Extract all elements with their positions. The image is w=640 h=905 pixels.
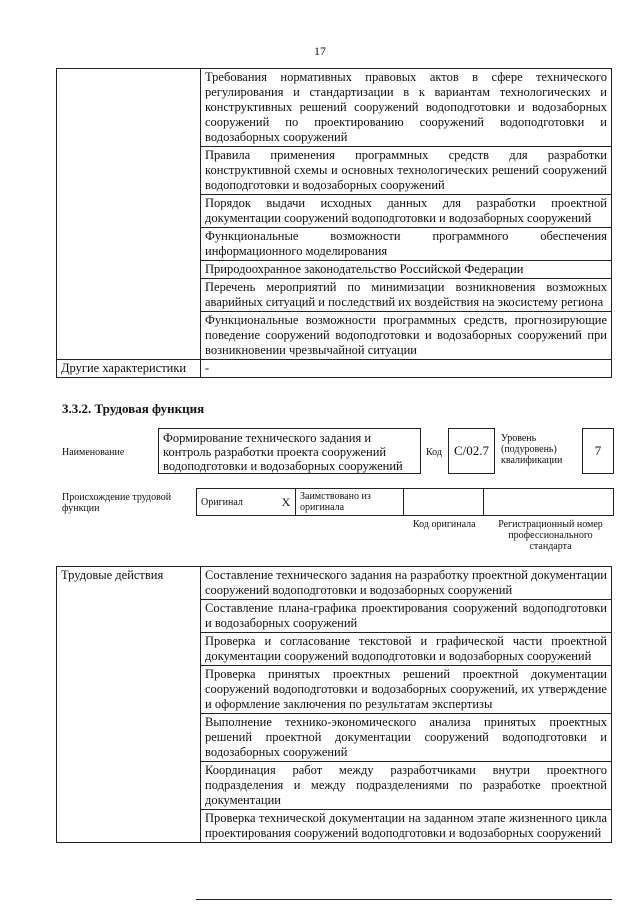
original-code-caption: Код оригинала bbox=[413, 519, 476, 530]
table-row bbox=[57, 360, 612, 378]
knowledge-item: Правила применения программных средств для разработки конструктивной схемы и основных технологических решений сооружений водоподготовки и водозаборных сооружений bbox=[201, 147, 612, 195]
function-code: C/02.7 bbox=[448, 428, 495, 474]
original-label: Оригинал bbox=[197, 489, 278, 516]
labor-actions-table bbox=[56, 566, 612, 843]
labor-action-item: Проверка и согласование текстовой и графической части проектной документации сооружений водоподготовки и водозаборных сооружений bbox=[201, 633, 612, 666]
requirements-table bbox=[56, 68, 612, 378]
name-label: Наименование bbox=[62, 447, 125, 458]
section-title: 3.3.2. Трудовая функция bbox=[62, 401, 205, 416]
knowledge-item: Функциональные возможности программных средств, прогнозирующие поведение сооружений водоподготовки и водозаборных сооружений при возникновении чрезвычайной ситуации bbox=[201, 312, 612, 360]
code-label: Код bbox=[426, 447, 442, 458]
table-continuation-line bbox=[196, 899, 612, 900]
origin-table bbox=[196, 488, 614, 516]
page-number: 17 bbox=[314, 44, 326, 58]
function-name: Формирование технического задания и контроль разработки проекта сооружений водоподготовки и водозаборных сооружений bbox=[158, 428, 421, 474]
knowledge-item: Перечень мероприятий по минимизации возникновения возможных аварийных ситуаций и последствий их воздействия на экосистему региона bbox=[201, 279, 612, 312]
labor-actions-label: Трудовые действия bbox=[57, 567, 201, 843]
table-row bbox=[57, 69, 612, 147]
table-row bbox=[57, 567, 612, 600]
other-characteristics-value: - bbox=[201, 360, 612, 378]
labor-action-item: Проверка технической документации на заданном этапе жизненного цикла проектирования сооружений водоподготовки и водозаборных сооружений bbox=[201, 810, 612, 843]
qualification-level: 7 bbox=[582, 428, 614, 474]
level-label: Уровень (подуровень) квалификации bbox=[501, 433, 563, 466]
table-row bbox=[197, 489, 614, 516]
labor-action-item: Составление технического задания на разработку проектной документации сооружений водоподготовки и водозаборных сооружений bbox=[201, 567, 612, 600]
other-characteristics-label: Другие характеристики bbox=[57, 360, 201, 378]
labor-action-item: Проверка принятых проектных решений проектной документации сооружений водоподготовки и водозаборных сооружений, их утверждение и оформление заключения по результатам экспертизы bbox=[201, 666, 612, 714]
knowledge-item: Порядок выдачи исходных данных для разработки проектной документации сооружений водоподготовки и водозаборных сооружений bbox=[201, 195, 612, 228]
borrowed-label: Заимствовано из оригинала bbox=[296, 489, 404, 516]
knowledge-item: Требования нормативных правовых актов в сфере технического регулирования и стандартизации в к вариантам технологических и конструктивных решений сооружений водоподготовки и водозаборных сооружений по проектированию сооружений водоподготовки и водозаборных сооружений bbox=[201, 69, 612, 147]
labor-action-item: Выполнение технико-экономического анализа принятых проектных решений проектной документации сооружений водоподготовки и водозаборных сооружений bbox=[201, 714, 612, 762]
row-label-empty bbox=[57, 69, 201, 360]
labor-action-item: Координация работ между разработчиками внутри проектного подразделения и между подразделениями по разработке проектной документации bbox=[201, 762, 612, 810]
registration-number-caption: Регистрационный номер профессионального стандарта bbox=[498, 519, 603, 552]
knowledge-item: Природоохранное законодательство Российской Федерации bbox=[201, 261, 612, 279]
origin-label: Происхождение трудовой функции bbox=[62, 492, 172, 514]
original-code-cell bbox=[404, 489, 484, 516]
original-mark: X bbox=[277, 489, 296, 516]
registration-number-cell bbox=[484, 489, 614, 516]
knowledge-item: Функциональные возможности программного обеспечения информационного моделирования bbox=[201, 228, 612, 261]
labor-action-item: Составление плана-графика проектирования сооружений водоподготовки и водозаборных сооружений bbox=[201, 600, 612, 633]
